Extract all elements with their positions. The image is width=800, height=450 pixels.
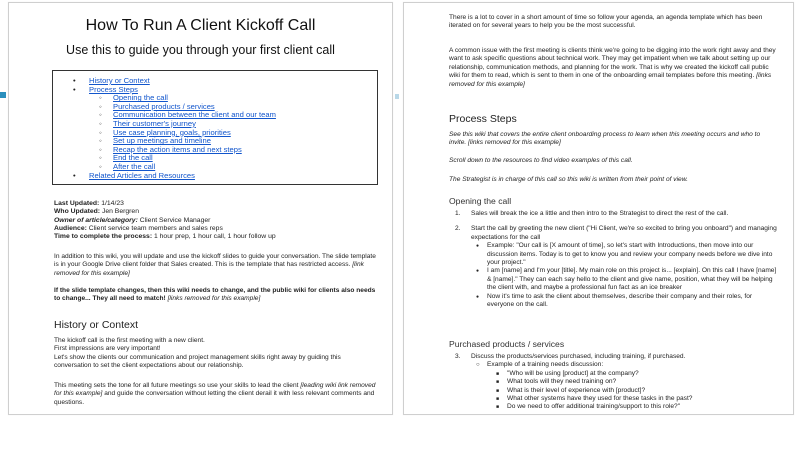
purchased-heading: Purchased products / services xyxy=(449,339,565,349)
intro-paragraph-1 xyxy=(449,14,779,31)
toc-link-communication[interactable]: Communication between the client and our team xyxy=(113,110,276,120)
tone-paragraph xyxy=(54,382,376,407)
list-item: ■ What tools will they need training on? xyxy=(449,378,779,386)
page-subtitle: Use this to guide you through your first client call xyxy=(66,43,335,57)
history-line: Let's show the clients our communication and project management skills right away by guiding this conversation to set the client expectations about our relationship. xyxy=(54,353,341,370)
list-item: ● Example: "Our call is [X amount of time], so let's start with Introductions, then move into our discussion items. Today is to get to know you and review your company needs before we dive into your project." xyxy=(449,242,779,267)
link-removed-note: [link removed for this example] xyxy=(54,261,364,277)
slide-warning-text: If the slide template changes, then this wiki needs to change, and the public wiki for clients also needs to change... They all need to match! xyxy=(54,287,376,303)
list-item: ● I am [name] and I'm your [title]. My main role on this project is... [explain]. On this call I have [name] & [name]." They can each say hello to the client and give name, position, what they will be helping the client with, and maybe a professional fun fact as an ice breaker xyxy=(449,267,779,292)
history-line: The kickoff call is the first meeting with a new client. xyxy=(54,337,205,344)
toc-link-after-call[interactable]: After the call xyxy=(113,161,156,171)
toc-link-history[interactable]: History or Context xyxy=(89,76,150,85)
meta-label: Last Updated: xyxy=(54,200,100,207)
toc-link-process-steps[interactable]: Process Steps xyxy=(89,84,138,94)
left-edge-marker xyxy=(0,92,6,98)
meta-label: Audience: xyxy=(54,224,87,232)
toc-link-recap[interactable]: Recap the action items and next steps xyxy=(113,144,242,154)
link-removed-note: [leading wiki link removed for this example] xyxy=(54,382,376,398)
toc-link-end-call[interactable]: End the call xyxy=(113,153,153,163)
meta-label: Time to complete the process: xyxy=(54,233,153,241)
history-heading: History or Context xyxy=(54,319,139,331)
opening-steps xyxy=(449,210,779,309)
list-item: ● Now it's time to ask the client about themselves, describe their company and their roles, for everyone on the call. xyxy=(449,293,779,310)
toc-link-opening[interactable]: Opening the call xyxy=(113,93,168,103)
process-steps-heading: Process Steps xyxy=(449,113,517,125)
intro-text: In addition to this wiki, you will update and use the kickoff slides to guide your conversation. The slide template is in your Google Drive client folder that Sales created. This is the template that has restricted access. xyxy=(54,253,376,269)
link-removed-note: [links removed for this example] xyxy=(449,72,772,88)
intro-paragraph-2 xyxy=(449,47,779,89)
document-page-right xyxy=(403,2,794,415)
intro-text: There is a lot to cover in a short amount of time so follow your agenda, an agenda template which has been iterated on for several years to help you be the most successful. xyxy=(449,14,763,30)
list-item: ■ What is their level of experience with [product]? xyxy=(449,387,779,395)
page-divider-marker xyxy=(395,94,399,99)
meta-value: 1 hour prep, 1 hour call, 1 hour follow up xyxy=(153,233,276,241)
tone-text-end: and guide the conversation without letting the client derail it with less relevant comments and questions. xyxy=(54,390,375,406)
list-item: ■ "Who will be using [product] at the company? xyxy=(449,370,779,378)
list-item xyxy=(449,353,779,361)
article-metadata xyxy=(54,200,384,241)
meta-value: Jen Bergren xyxy=(101,208,139,216)
process-note: See this wiki that covers the entire client onboarding process to learn when this meeting occurs and who to invite. [links removed for this example] xyxy=(449,131,761,147)
list-item: ■ What other systems have they used for these tasks in the past? xyxy=(449,395,779,403)
intro-text: A common issue with the first meeting is clients think we're going to be digging into the work right away and they want to ask specific questions about technical work. They may get impatient when we talk about setting up our relationship, communication methods, and planning for the work. That is why we created the kickoff call public wiki for them to read, which is sent to them in one of the onboarding email templates before this meeting. xyxy=(449,47,776,80)
step-text: Sales will break the ice a little and then intro to the Strategist to direct the rest of the call. xyxy=(471,210,729,217)
document-page-left xyxy=(8,2,393,415)
link-removed-note: [links removed for this example] xyxy=(167,295,261,303)
list-item xyxy=(449,210,779,218)
step-number: 3. xyxy=(455,353,461,360)
toc-link-customer-journey[interactable]: Their customer's journey xyxy=(113,118,196,128)
meta-value: Client service team members and sales reps xyxy=(88,224,223,232)
table-of-contents xyxy=(52,70,378,185)
step-text: Start the call by greeting the new client ("Hi Client, we're so excited to bring you onboard") and managing expectations for the call xyxy=(471,225,777,241)
history-line: First impressions are very important! xyxy=(54,345,161,353)
toc-link-related[interactable]: Related Articles and Resources xyxy=(89,170,195,180)
list-item: ○ Example of a training needs discussion: xyxy=(449,361,779,369)
meta-value: 1/14/23 xyxy=(101,200,124,207)
slide-warning-paragraph xyxy=(54,287,376,304)
list-item: ■ Do we need to offer additional training/support to this role?" xyxy=(449,403,779,411)
purchased-steps xyxy=(449,353,779,412)
opening-heading: Opening the call xyxy=(449,196,512,206)
tone-text: This meeting sets the tone for all future meetings so use your skills to lead the client xyxy=(54,382,299,389)
meta-label: Who Updated: xyxy=(54,208,101,216)
process-note: Scroll down to the resources to find video examples of this call. xyxy=(449,157,633,164)
intro-paragraph xyxy=(54,253,376,278)
step-number: 1. xyxy=(455,210,461,217)
meta-label: Owner of article/category: xyxy=(54,216,138,224)
process-note: The Strategist is in charge of this call so this wiki is written from their point of view. xyxy=(449,176,688,183)
page-title: How To Run A Client Kickoff Call xyxy=(85,17,316,34)
history-paragraph xyxy=(54,337,376,371)
meta-value: Client Service Manager xyxy=(139,216,211,224)
list-item xyxy=(449,225,779,242)
step-text: Discuss the products/services purchased, including training, if purchased. xyxy=(471,353,686,360)
toc-link-purchased[interactable]: Purchased products / services xyxy=(113,101,215,111)
toc-link-use-case[interactable]: Use case planning, goals, priorities xyxy=(113,127,231,137)
step-number: 2. xyxy=(455,225,461,233)
toc-link-meetings[interactable]: Set up meetings and timeline xyxy=(113,136,211,146)
